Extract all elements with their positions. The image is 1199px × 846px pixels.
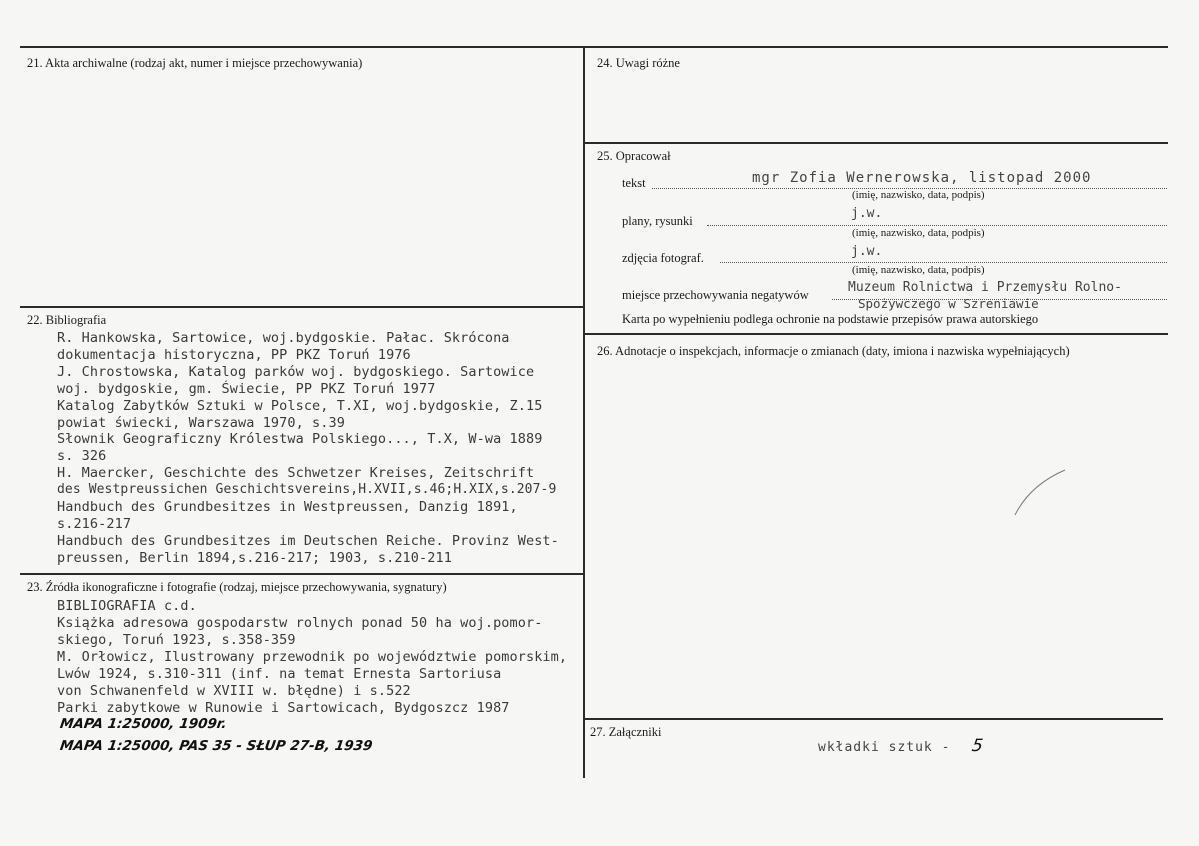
miejsce-value-2: Spożywczego w Szreniawie bbox=[858, 296, 1039, 311]
section-21-label: 21. Akta archiwalne (rodzaj akt, numer i miejsce przechowywania) bbox=[27, 56, 363, 70]
bibliography-line: Słownik Geograficzny Królestwa Polskiego..., T.X, W-wa 1889 bbox=[57, 431, 543, 447]
rule-21-22 bbox=[20, 306, 585, 308]
iconography-line: von Schwanenfeld w XVIII w. błędne) i s.522 bbox=[57, 683, 411, 699]
section-26-label: 26. Adnotacje o inspekcjach, informacje o zmianach (daty, imiona i nazwiska wypełniających) bbox=[597, 344, 1070, 358]
iconography-line: Lwów 1924, s.310-311 (inf. na temat Ernesta Sartoriusa bbox=[57, 666, 502, 682]
zdjecia-value: j.w. bbox=[851, 244, 883, 259]
miejsce-value-1: Muzeum Rolnictwa i Przemysłu Rolno- bbox=[848, 280, 1122, 295]
bibliography-line: woj. bydgoskie, gm. Świecie, PP PKZ Toruń 1977 bbox=[57, 381, 436, 397]
bibliography-line: Handbuch des Grundbesitzes in Westpreussen, Danzig 1891, bbox=[57, 499, 518, 515]
rule-26-27 bbox=[585, 718, 1163, 720]
bibliography-line: Handbuch des Grundbesitzes im Deutschen Reiche. Provinz West- bbox=[57, 533, 559, 549]
bibliography-line: s. 326 bbox=[57, 448, 107, 464]
bibliography-line: dokumentacja historyczna, PP PKZ Toruń 1976 bbox=[57, 347, 411, 363]
bibliography-line: des Westpreussichen Geschichtsvereins,H.XVII,s.46;H.XIX,s.207-9 bbox=[57, 482, 557, 497]
center-divider bbox=[583, 46, 585, 778]
section-24-label: 24. Uwagi różne bbox=[597, 56, 680, 70]
bibliography-line: J. Chrostowska, Katalog parków woj. bydgoskiego. Sartowice bbox=[57, 364, 535, 380]
zdjecia-line bbox=[720, 262, 1167, 263]
section-27-label: 27. Załączniki bbox=[590, 725, 662, 739]
tekst-value: mgr Zofia Wernerowska, listopad 2000 bbox=[752, 170, 1092, 186]
bibliography-line: H. Maercker, Geschichte des Schwetzer Kreises, Zeitschrift bbox=[57, 465, 535, 481]
plany-label: plany, rysunki bbox=[622, 214, 693, 228]
iconography-line: Książka adresowa gospodarstw rolnych ponad 50 ha woj.pomor- bbox=[57, 615, 543, 631]
rule-24-25 bbox=[585, 142, 1168, 144]
bibliography-line: Katalog Zabytków Sztuki w Polsce, T.XI, woj.bydgoskie, Z.15 bbox=[57, 398, 543, 414]
iconography-line: M. Orłowicz, Ilustrowany przewodnik po województwie pomorskim, bbox=[57, 649, 568, 665]
bibliography-line: R. Hankowska, Sartowice, woj.bydgoskie. Pałac. Skrócona bbox=[57, 330, 510, 346]
section-23-label: 23. Źródła ikonograficzne i fotografie (rodzaj, miejsce przechowywania, sygnatury) bbox=[27, 580, 447, 594]
plany-line bbox=[707, 225, 1167, 226]
bibliography-line: preussen, Berlin 1894,s.216-217; 1903, s.210-211 bbox=[57, 550, 452, 566]
iconography-line: Parki zabytkowe w Runowie i Sartowicach, Bydgoszcz 1987 bbox=[57, 700, 510, 716]
bibliography-line: s.216-217 bbox=[57, 516, 132, 532]
pen-stroke-mark bbox=[1010, 465, 1070, 520]
attachments-value: wkładki sztuk - bbox=[818, 740, 951, 755]
section-22-label: 22. Bibliografia bbox=[27, 313, 107, 327]
plany-caption: (imię, nazwisko, data, podpis) bbox=[852, 227, 985, 239]
handwritten-map-note-2: MAPA 1:25000, PAS 35 - SŁUP 27-B, 1939 bbox=[58, 738, 374, 754]
rule-25-26 bbox=[585, 333, 1168, 335]
section-25-label: 25. Opracował bbox=[597, 149, 671, 163]
miejsce-label: miejsce przechowywania negatywów bbox=[622, 288, 809, 302]
zdjecia-label: zdjęcia fotograf. bbox=[622, 251, 704, 265]
zdjecia-caption: (imię, nazwisko, data, podpis) bbox=[852, 264, 985, 276]
copyright-note: Karta po wypełnieniu podlega ochronie na podstawie przepisów prawa autorskiego bbox=[622, 312, 1039, 326]
tekst-caption: (imię, nazwisko, data, podpis) bbox=[852, 189, 985, 201]
iconography-line: skiego, Toruń 1923, s.358-359 bbox=[57, 632, 296, 648]
tekst-label: tekst bbox=[622, 176, 646, 190]
bibliography-line: powiat świecki, Warszawa 1970, s.39 bbox=[57, 415, 345, 431]
attachments-count: 5 bbox=[970, 736, 985, 756]
plany-value: j.w. bbox=[851, 206, 883, 221]
rule-22-23 bbox=[20, 573, 585, 575]
top-rule bbox=[20, 46, 1168, 48]
iconography-line: BIBLIOGRAFIA c.d. bbox=[57, 598, 197, 614]
handwritten-map-note-1: MAPA 1:25000, 1909r. bbox=[58, 716, 228, 732]
